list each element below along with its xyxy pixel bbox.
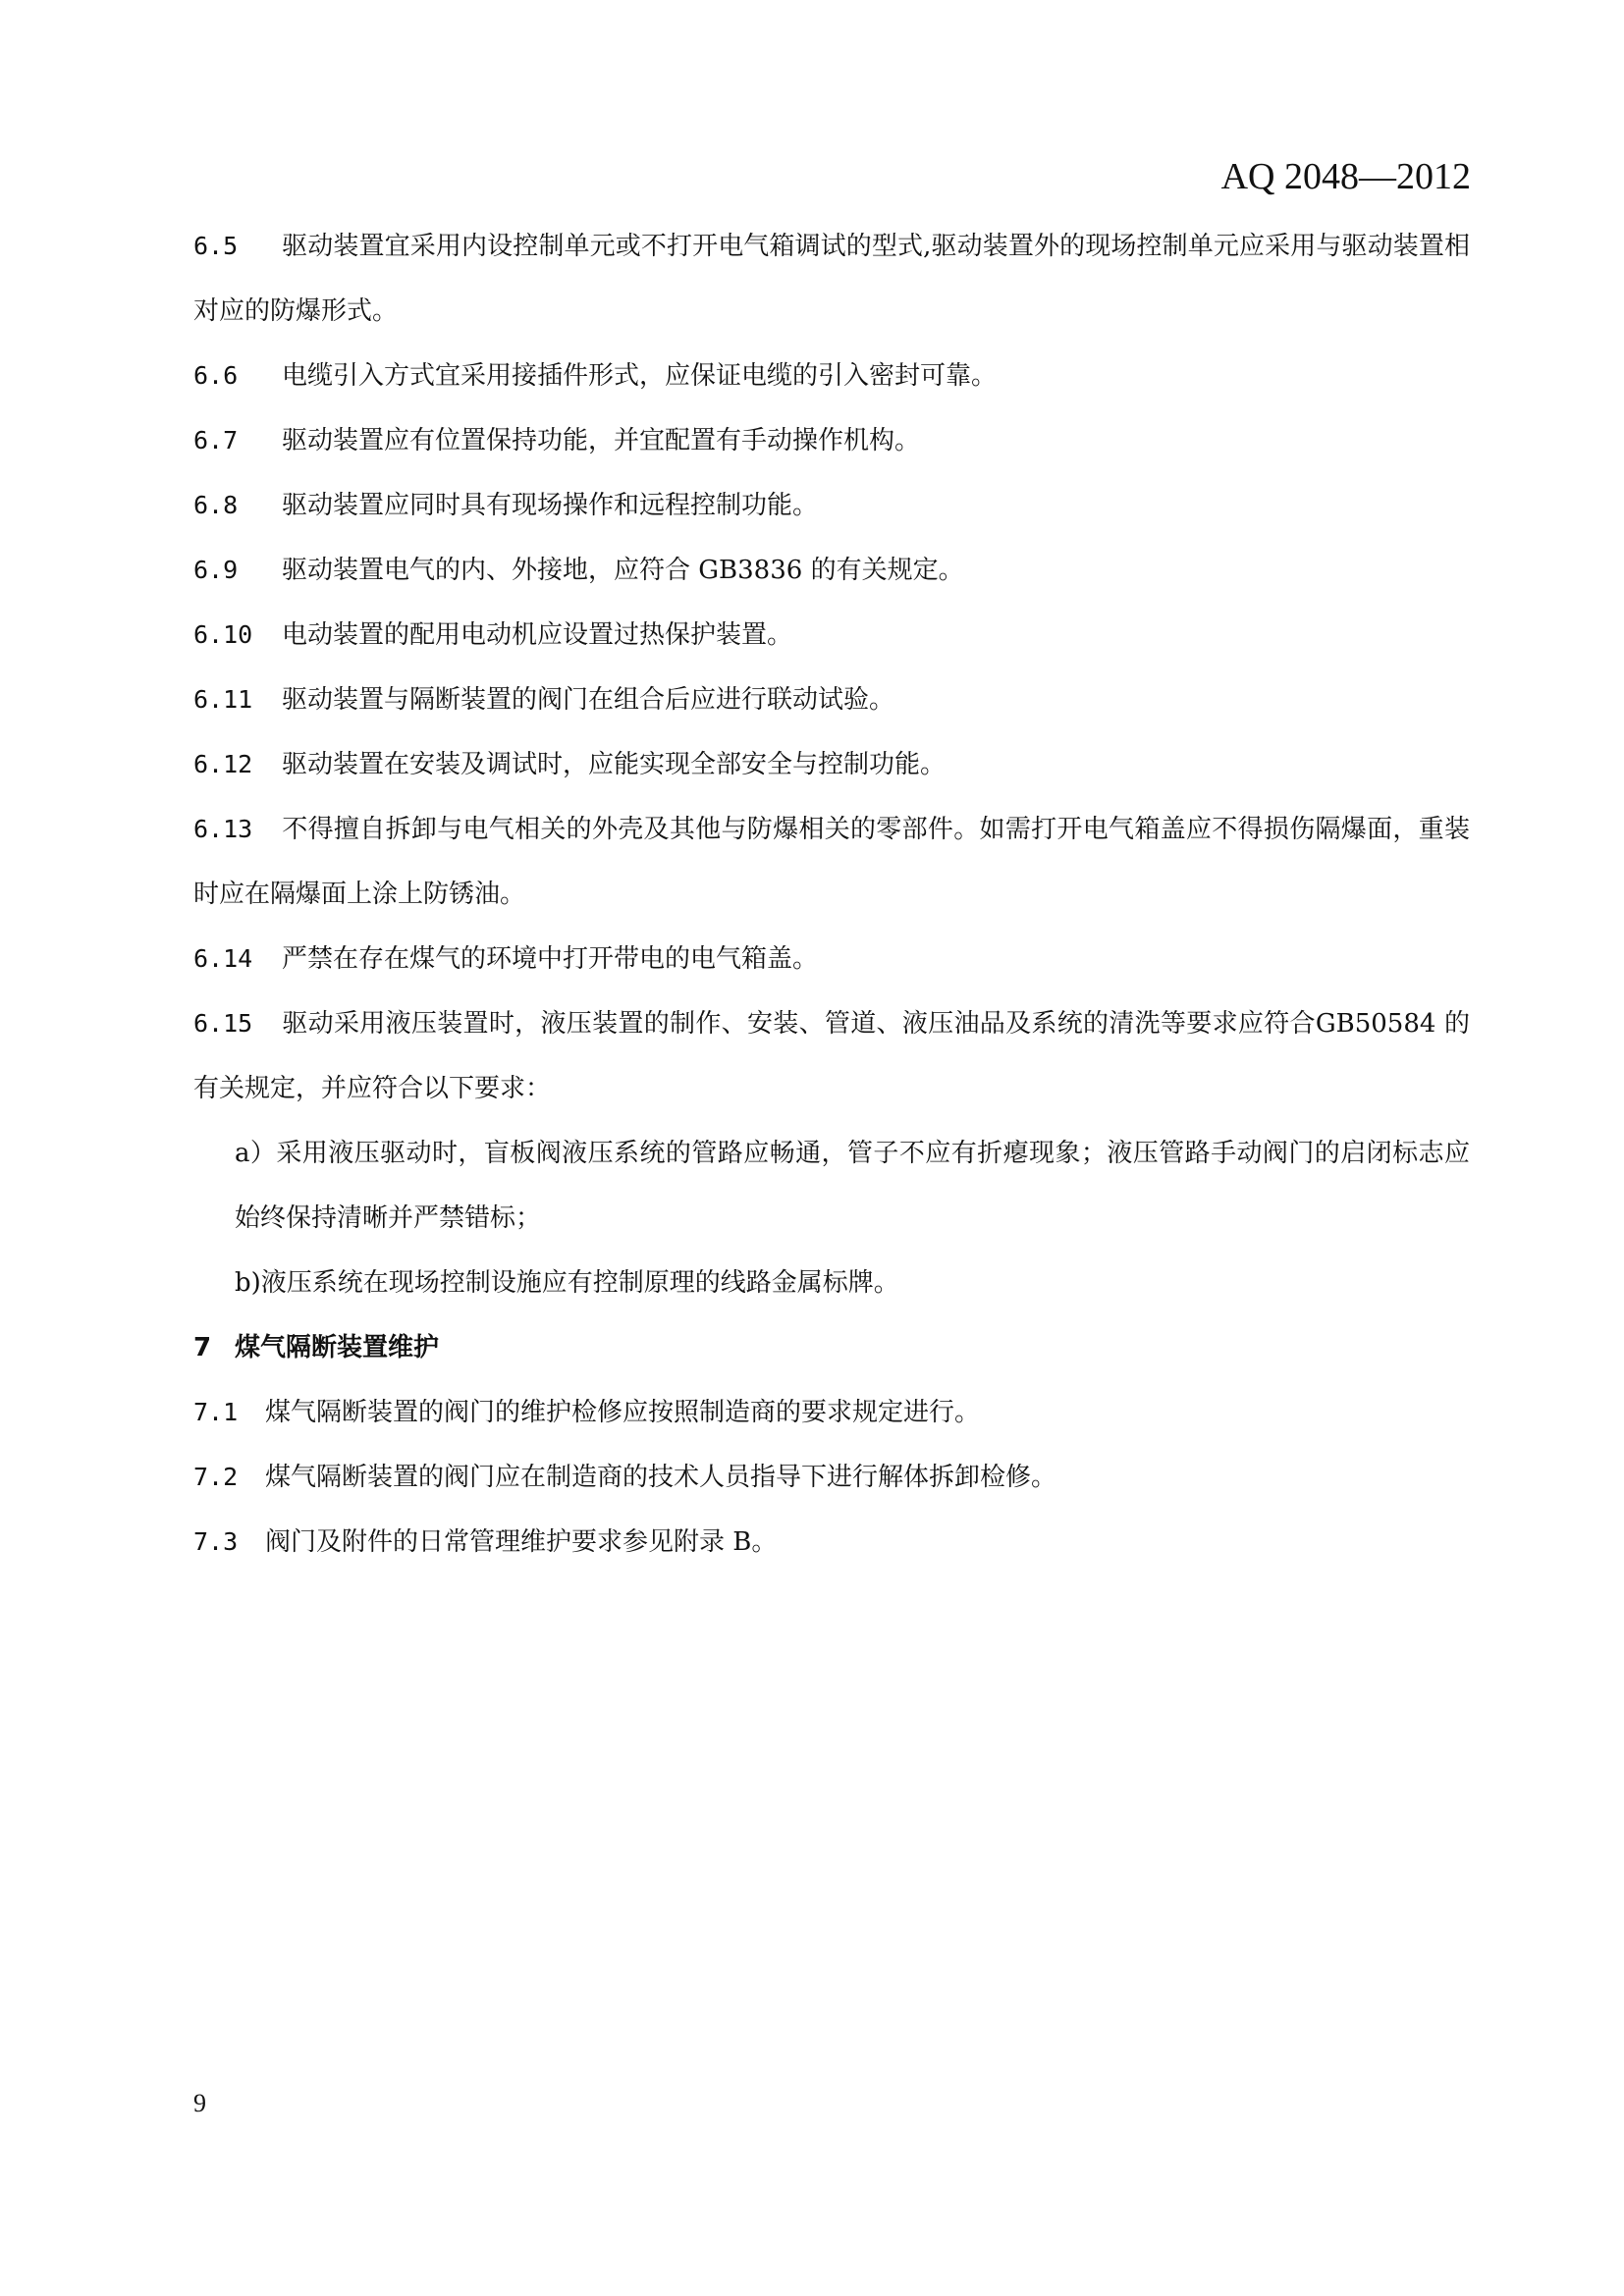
clause-number: 6.7 — [193, 426, 239, 454]
clause-number: 7.3 — [193, 1527, 239, 1556]
clause-number: 6.5 — [193, 232, 239, 260]
clause-text: 驱动装置在安装及调试时，应能实现全部安全与控制功能。 — [282, 750, 947, 779]
clause-6-14 — [193, 927, 1470, 991]
clause-text: 驱动装置与隔断装置的阀门在组合后应进行联动试验。 — [282, 685, 895, 715]
section-7-heading — [193, 1315, 1470, 1380]
clause-7-1 — [193, 1380, 1470, 1445]
clause-text: 电缆引入方式宜采用接插件形式，应保证电缆的引入密封可靠。 — [282, 361, 998, 391]
clause-number: 6.14 — [193, 944, 253, 973]
section-number: 7 — [193, 1333, 212, 1362]
clause-6-11 — [193, 667, 1470, 732]
clause-number: 6.8 — [193, 491, 239, 519]
clause-number: 7.2 — [193, 1463, 239, 1491]
clause-text: 驱动采用液压装置时，液压装置的制作、安装、管道、液压油品及系统的清洗等要求应符合GB50584 的有关规定，并应符合以下要求： — [193, 1009, 1470, 1103]
clause-6-12 — [193, 732, 1470, 797]
clause-number: 6.13 — [193, 815, 253, 843]
clause-number: 7.1 — [193, 1398, 239, 1426]
clause-6-7 — [193, 408, 1470, 473]
clause-7-2 — [193, 1445, 1470, 1510]
page-number: 9 — [193, 2089, 206, 2117]
clause-text: 严禁在存在煤气的环境中打开带电的电气箱盖。 — [282, 944, 819, 974]
clause-7-3 — [193, 1510, 1470, 1575]
clause-text: 煤气隔断装置的阀门应在制造商的技术人员指导下进行解体拆卸检修。 — [265, 1463, 1057, 1492]
list-item-a: a）采用液压驱动时，盲板阀液压系统的管路应畅通，管子不应有折瘪现象；液压管路手动阀门的启闭标志应始终保持清晰并严禁错标； — [235, 1139, 1470, 1233]
clause-number: 6.12 — [193, 750, 253, 778]
document-body — [193, 214, 1470, 1575]
clause-text: 不得擅自拆卸与电气相关的外壳及其他与防爆相关的零部件。如需打开电气箱盖应不得损伤隔爆面，重装时应在隔爆面上涂上防锈油。 — [193, 815, 1470, 909]
section-title: 煤气隔断装置维护 — [235, 1333, 440, 1362]
clause-6-15 — [193, 991, 1470, 1121]
document-code: AQ 2048—2012 — [1220, 156, 1471, 197]
clause-6-13 — [193, 797, 1470, 927]
clause-text: 驱动装置宜采用内设控制单元或不打开电气箱调试的型式,驱动装置外的现场控制单元应采用与驱动装置相对应的防爆形式。 — [193, 232, 1470, 326]
clause-6-10 — [193, 603, 1470, 667]
list-item-b: b)液压系统在现场控制设施应有控制原理的线路金属标牌。 — [235, 1268, 899, 1298]
clause-text: 电动装置的配用电动机应设置过热保护装置。 — [282, 620, 793, 650]
clause-number: 6.15 — [193, 1009, 253, 1038]
clause-text: 驱动装置电气的内、外接地，应符合 GB3836 的有关规定。 — [282, 556, 964, 585]
clause-6-9 — [193, 538, 1470, 603]
clause-text: 阀门及附件的日常管理维护要求参见附录 B。 — [265, 1527, 778, 1557]
clause-number: 6.11 — [193, 685, 253, 714]
clause-6-6 — [193, 344, 1470, 408]
clause-6-8 — [193, 473, 1470, 538]
clause-text: 驱动装置应有位置保持功能，并宜配置有手动操作机构。 — [282, 426, 921, 455]
clause-number: 6.10 — [193, 620, 253, 649]
clause-text: 驱动装置应同时具有现场操作和远程控制功能。 — [282, 491, 819, 520]
clause-text: 煤气隔断装置的阀门的维护检修应按照制造商的要求规定进行。 — [265, 1398, 981, 1427]
clause-6-5 — [193, 214, 1470, 344]
clause-number: 6.6 — [193, 361, 239, 390]
clause-number: 6.9 — [193, 556, 239, 584]
